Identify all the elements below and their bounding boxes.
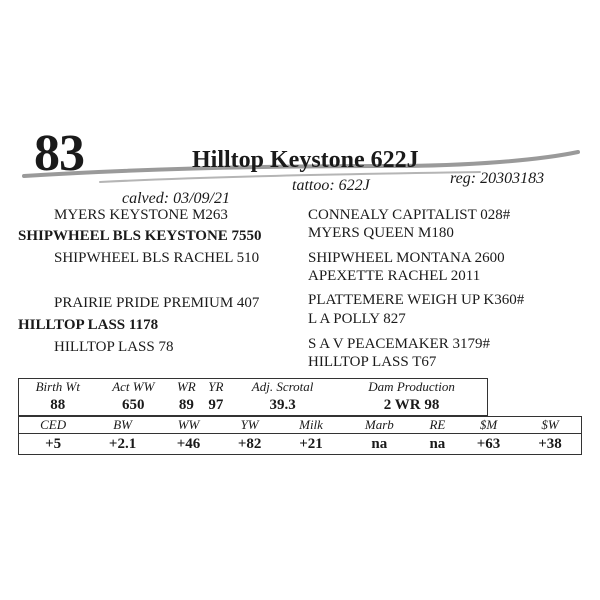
perf-value: 89 <box>178 396 194 413</box>
perf-value: 97 <box>208 396 224 413</box>
sire-sire: MYERS KEYSTONE M263 <box>54 207 228 223</box>
pedigree-right-line: MYERS QUEEN M180 <box>308 225 454 241</box>
perf-value: 2 WR 98 <box>383 396 440 413</box>
perf-value: 88 <box>50 396 66 413</box>
epd-header: YW <box>219 417 280 434</box>
epd-header: WW <box>158 417 219 434</box>
pedigree-right-line: APEXETTE RACHEL 2011 <box>308 268 481 284</box>
dam-dam: HILLTOP LASS 78 <box>54 339 174 355</box>
lot-number: 83 <box>34 125 84 182</box>
epd-value: +38 <box>538 435 562 452</box>
pedigree-right-line: HILLTOP LASS T67 <box>308 354 437 370</box>
epd-value: +5 <box>45 435 62 452</box>
perf-value: 39.3 <box>269 396 296 413</box>
calved-date: calved: 03/09/21 <box>122 190 230 207</box>
epd-header: BW <box>87 417 158 434</box>
perf-value: 650 <box>122 396 145 413</box>
epd-value: +21 <box>299 435 323 452</box>
perf-header: YR <box>208 379 224 394</box>
perf-header: Dam Production <box>368 379 455 394</box>
epd-header: $M <box>458 417 519 434</box>
perf-header: Birth Wt <box>35 379 80 394</box>
perf-header: WR <box>176 379 196 394</box>
epd-value: +82 <box>237 435 262 452</box>
dam: HILLTOP LASS 1178 <box>18 317 159 333</box>
epd-value: +46 <box>176 435 201 452</box>
pedigree-right-line: S A V PEACEMAKER 3179# <box>308 336 490 352</box>
performance-table <box>18 378 488 416</box>
pedigree-right-line: CONNEALY CAPITALIST 028# <box>308 207 511 223</box>
pedigree-right-line: L A POLLY 827 <box>308 311 406 327</box>
registration-number: reg: 20303183 <box>450 170 545 187</box>
tattoo: tattoo: 622J <box>292 177 370 194</box>
pedigree-right-line: SHIPWHEEL MONTANA 2600 <box>308 250 505 266</box>
pedigree-right-line: PLATTEMERE WEIGH UP K360# <box>308 292 525 308</box>
sire-dam: SHIPWHEEL BLS RACHEL 510 <box>54 250 260 266</box>
epd-header: Marb <box>342 417 417 434</box>
epd-value: na <box>429 435 446 452</box>
epd-value: +63 <box>476 435 501 452</box>
sire: SHIPWHEEL BLS KEYSTONE 7550 <box>18 228 262 244</box>
epd-value: +2.1 <box>108 435 137 452</box>
epd-header: Milk <box>280 417 342 434</box>
dam-sire: PRAIRIE PRIDE PREMIUM 407 <box>54 295 260 311</box>
epd-header: RE <box>417 417 458 434</box>
epd-header: $W <box>519 417 581 434</box>
epd-header: CED <box>19 417 88 434</box>
epd-table <box>18 416 582 455</box>
epd-value: na <box>371 435 388 452</box>
perf-header: Act WW <box>112 379 155 394</box>
perf-header: Adj. Scrotal <box>251 379 314 394</box>
animal-name: Hilltop Keystone 622J <box>192 147 419 173</box>
